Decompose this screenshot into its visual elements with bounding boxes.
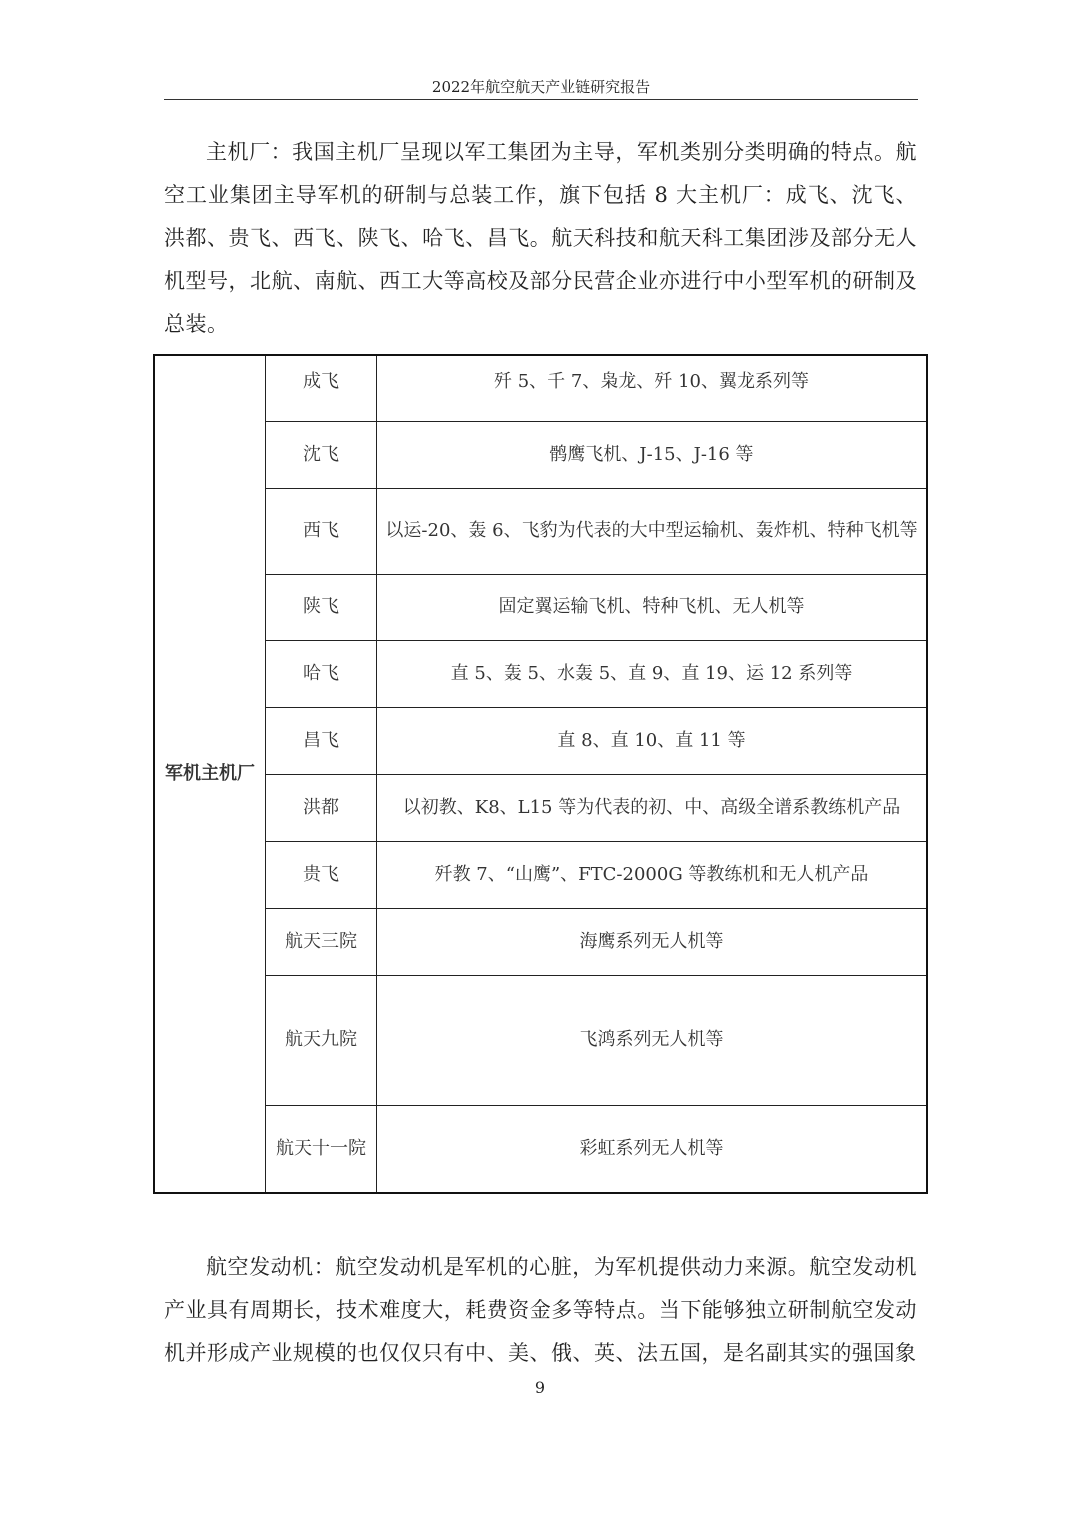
group-label: 军机主机厂 xyxy=(165,763,255,784)
report-header-title: 2022年航空航天产业链研究报告 xyxy=(431,78,651,96)
manufacturer-name: 哈飞 xyxy=(266,640,377,707)
manufacturer-products: 以初教、K8、L15 等为代表的初、中、高级全谱系教练机产品 xyxy=(377,774,928,841)
manufacturer-products: 飞鸿系列无人机等 xyxy=(377,975,928,1105)
manufacturer-name: 昌飞 xyxy=(266,707,377,774)
engine-paragraph: 航空发动机：航空发动机是军机的心脏，为军机提供动力来源。航空发动机产业具有周期长，技术难度大，耗费资金多等特点。当下能够独立研制航空发动机并形成产业规模的也仅仅只有中、美、俄、英、法五国，是名副其实的强国象 xyxy=(164,1255,917,1365)
manufacturer-products: 以运-20、轰 6、飞豹为代表的大中型运输机、轰炸机、特种飞机等 xyxy=(377,488,928,574)
manufacturer-name: 航天十一院 xyxy=(266,1105,377,1193)
table-row xyxy=(154,488,927,574)
manufacturer-products: 鹘鹰飞机、J-15、J-16 等 xyxy=(377,421,928,488)
page-number: 9 xyxy=(534,1378,546,1397)
table-row xyxy=(154,421,927,488)
table-row xyxy=(154,640,927,707)
table-row xyxy=(154,975,927,1105)
manufacturer-name: 贵飞 xyxy=(266,841,377,908)
manufacturer-products: 彩虹系列无人机等 xyxy=(377,1105,928,1193)
manufacturer-products: 歼教 7、“山鹰”、FTC-2000G 等教练机和无人机产品 xyxy=(377,841,928,908)
manufacturer-name: 洪都 xyxy=(266,774,377,841)
manufacturer-name: 西飞 xyxy=(266,488,377,574)
table-row xyxy=(154,774,927,841)
table-row xyxy=(154,841,927,908)
manufacturer-products: 直 5、轰 5、水轰 5、直 9、直 19、运 12 系列等 xyxy=(377,640,928,707)
manufacturer-name: 陕飞 xyxy=(266,574,377,640)
military-aircraft-manufacturers-table xyxy=(153,354,928,1194)
manufacturer-name: 航天三院 xyxy=(266,908,377,975)
manufacturer-products: 歼 5、千 7、枭龙、歼 10、翼龙系列等 xyxy=(377,355,928,421)
manufacturer-name: 航天九院 xyxy=(266,975,377,1105)
manufacturer-products: 海鹰系列无人机等 xyxy=(377,908,928,975)
manufacturer-name: 成飞 xyxy=(266,355,377,421)
manufacturer-products: 固定翼运输飞机、特种飞机、无人机等 xyxy=(377,574,928,640)
table-row xyxy=(154,574,927,640)
table-row xyxy=(154,1105,927,1193)
group-label-cell xyxy=(154,355,266,1193)
table-row xyxy=(154,707,927,774)
table-row xyxy=(154,908,927,975)
manufacturer-name: 沈飞 xyxy=(266,421,377,488)
header-divider xyxy=(164,99,918,100)
intro-paragraph: 主机厂：我国主机厂呈现以军工集团为主导，军机类别分类明确的特点。航空工业集团主导军机的研制与总装工作，旗下包括 8 大主机厂：成飞、沈飞、洪都、贵飞、西飞、陕飞、哈飞、昌飞。航天科技和航天科工集团涉及部分无人机型号，北航、南航、西工大等高校及部分民营企业亦进行中小型军机的研制及总装。 xyxy=(164,140,917,336)
manufacturer-products: 直 8、直 10、直 11 等 xyxy=(377,707,928,774)
table-row xyxy=(154,355,927,421)
